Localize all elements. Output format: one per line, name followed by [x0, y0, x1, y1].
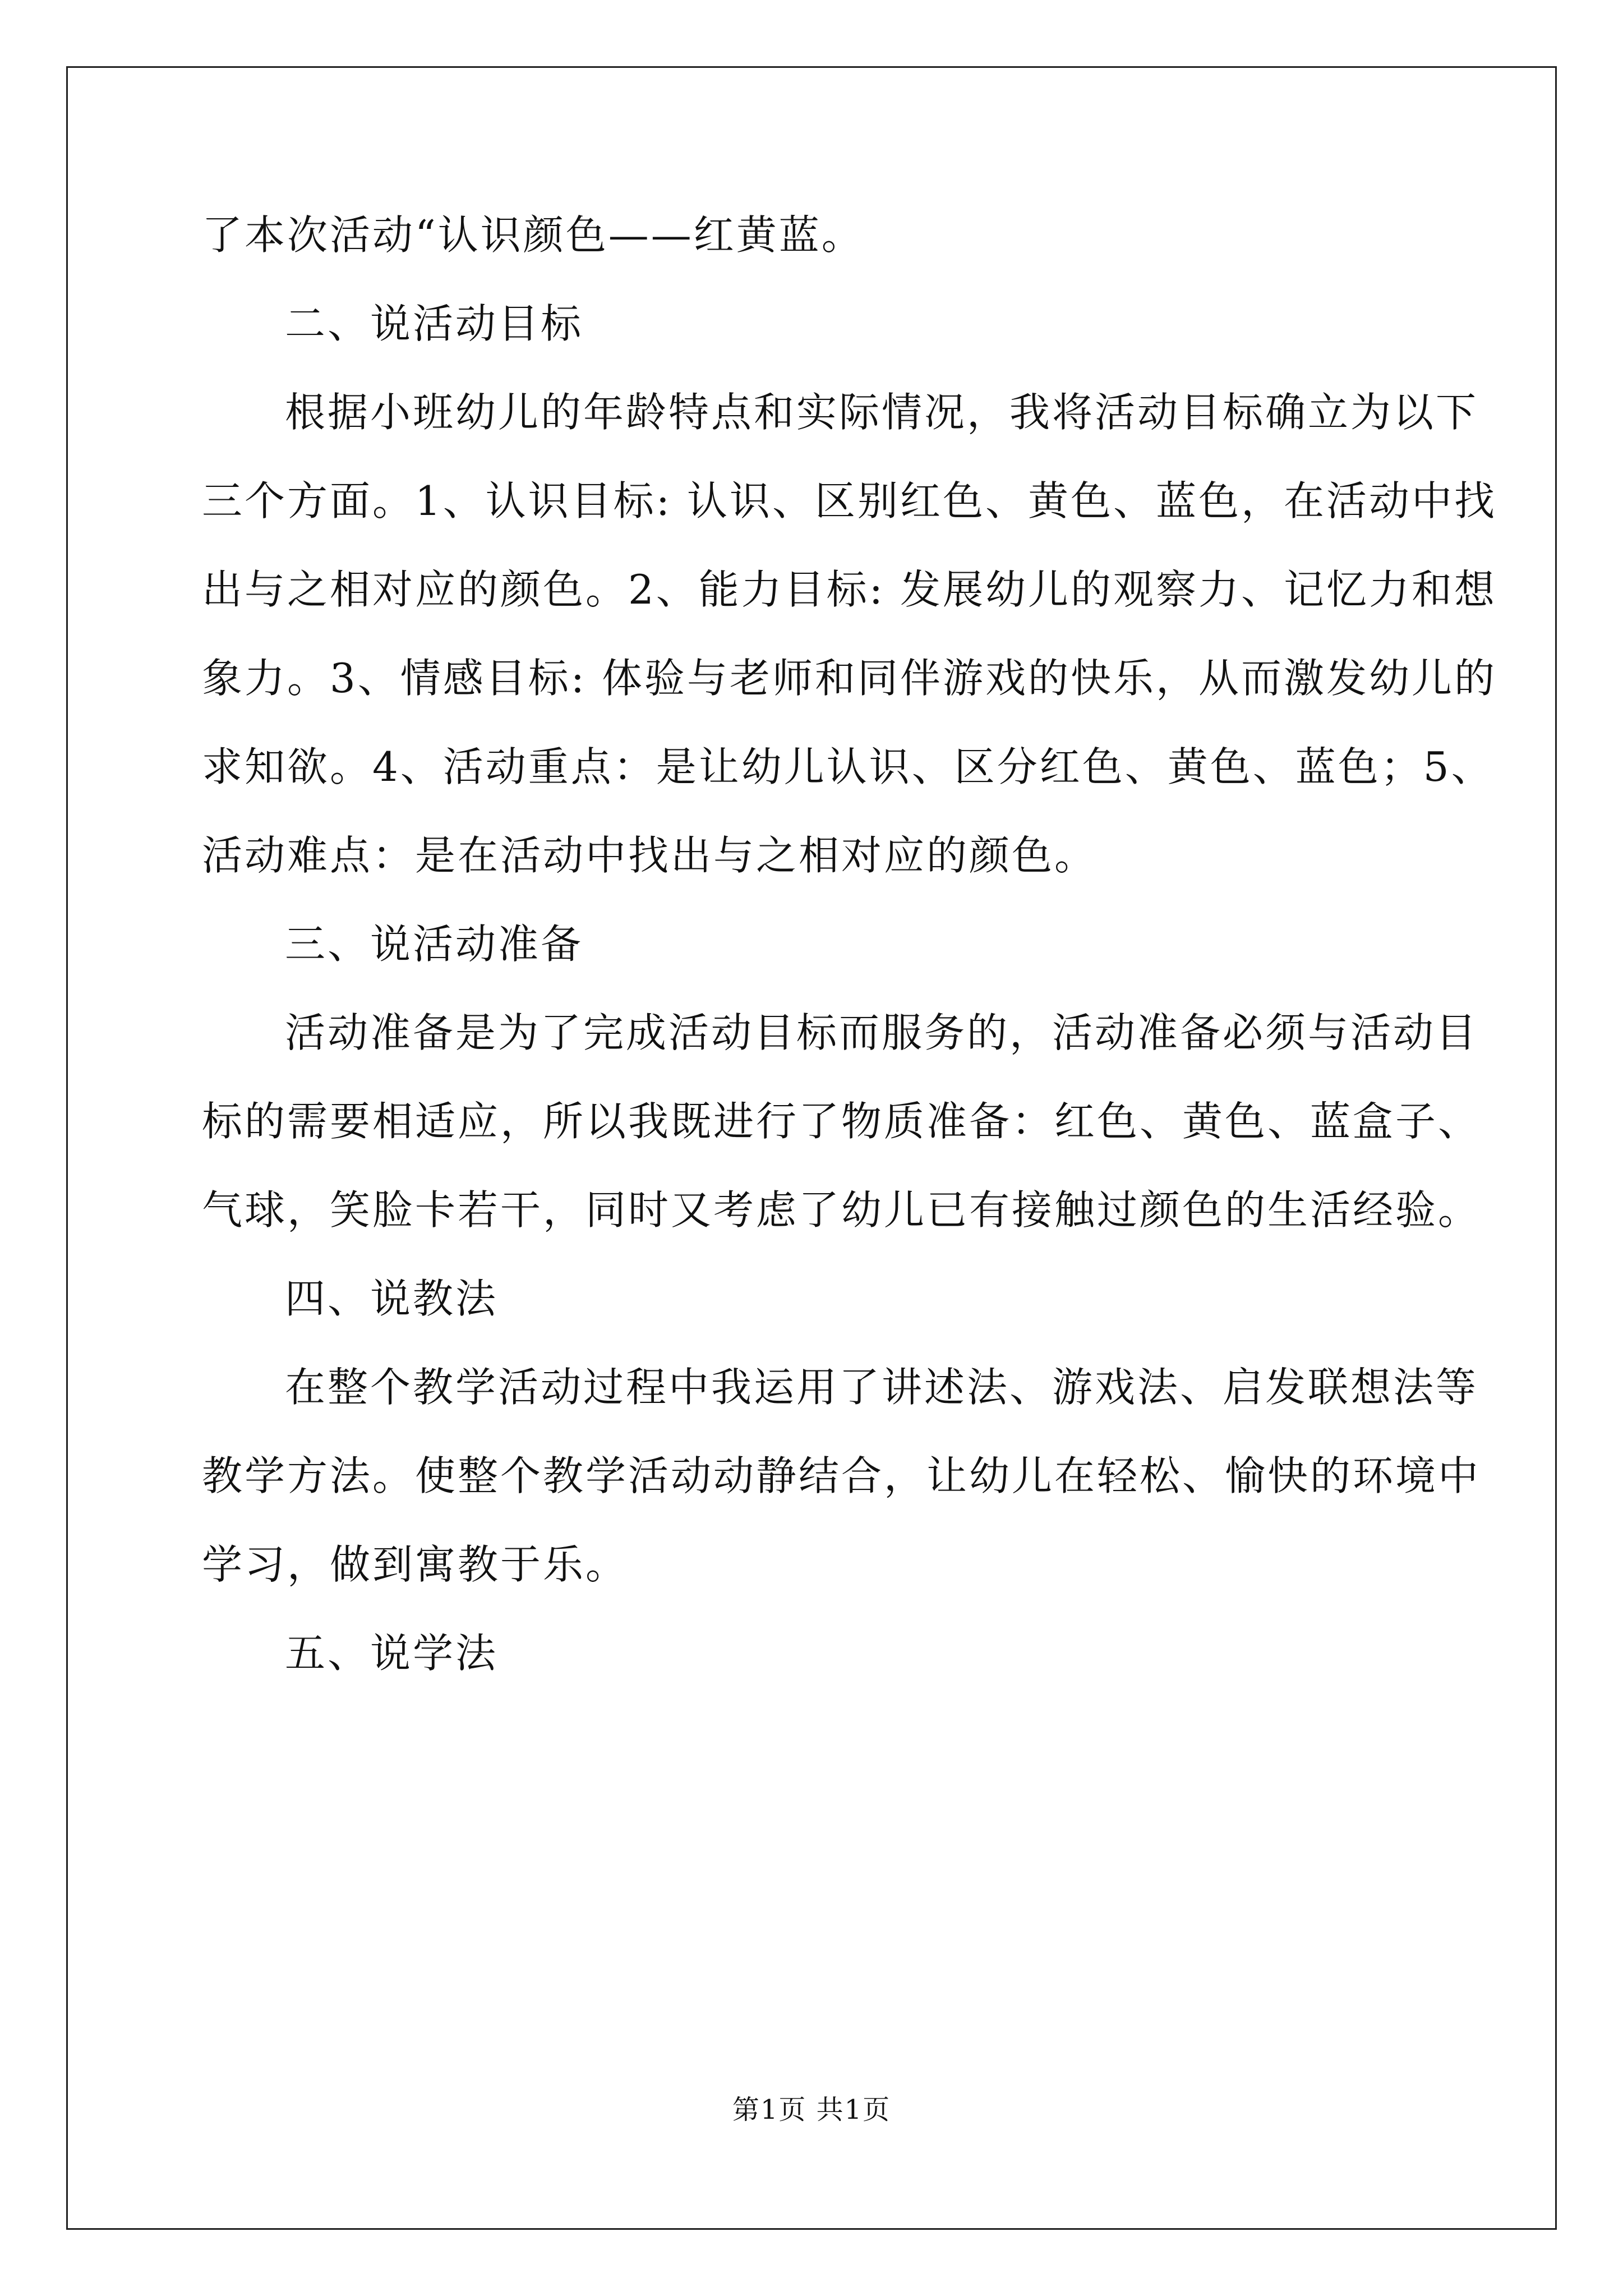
text-line: 出与之相对应的颜色。2、能力目标: 发展幼儿的观察力、记忆力和想: [202, 566, 1497, 613]
text-line: 气球，笑脸卡若干，同时又考虑了幼儿已有接触过颜色的生活经验。: [202, 1186, 1481, 1234]
text-line: 在整个教学活动过程中我运用了讲述法、游戏法、启发联想法等: [285, 1364, 1479, 1411]
section-heading-learning-method: 五、说学法: [285, 1630, 499, 1677]
text-line: 三个方面。1、认识目标: 认识、区别红色、黄色、蓝色，在活动中找: [202, 477, 1497, 524]
text-line: 活动准备是为了完成活动目标而服务的，活动准备必须与活动目: [285, 1009, 1479, 1056]
text-line-continuation: 了本次活动“认识颜色——红黄蓝。: [202, 211, 864, 259]
text-line: 象力。3、情感目标: 体验与老师和同伴游戏的快乐，从而激发幼儿的: [202, 655, 1497, 702]
text-line: 学习，做到寓教于乐。: [202, 1541, 629, 1588]
text-line: 求知欲。4、活动重点：是让幼儿认识、区分红色、黄色、蓝色；5、: [202, 743, 1494, 790]
section-heading-goals: 二、说活动目标: [285, 300, 584, 347]
section-heading-teaching-method: 四、说教法: [285, 1275, 499, 1322]
text-line: 根据小班幼儿的年龄特点和实际情况，我将活动目标确立为以下: [285, 389, 1479, 436]
text-line: 教学方法。使整个教学活动动静结合，让幼儿在轻松、愉快的环境中: [202, 1452, 1481, 1499]
text-line: 标的需要相适应，所以我既进行了物质准备：红色、黄色、蓝盒子、: [202, 1098, 1481, 1145]
page-number-footer: 第1页 共1页: [732, 2094, 891, 2125]
text-line: 活动难点：是在活动中找出与之相对应的颜色。: [202, 832, 1098, 879]
section-heading-preparation: 三、说活动准备: [285, 921, 584, 968]
document-body: [202, 191, 1497, 1697]
